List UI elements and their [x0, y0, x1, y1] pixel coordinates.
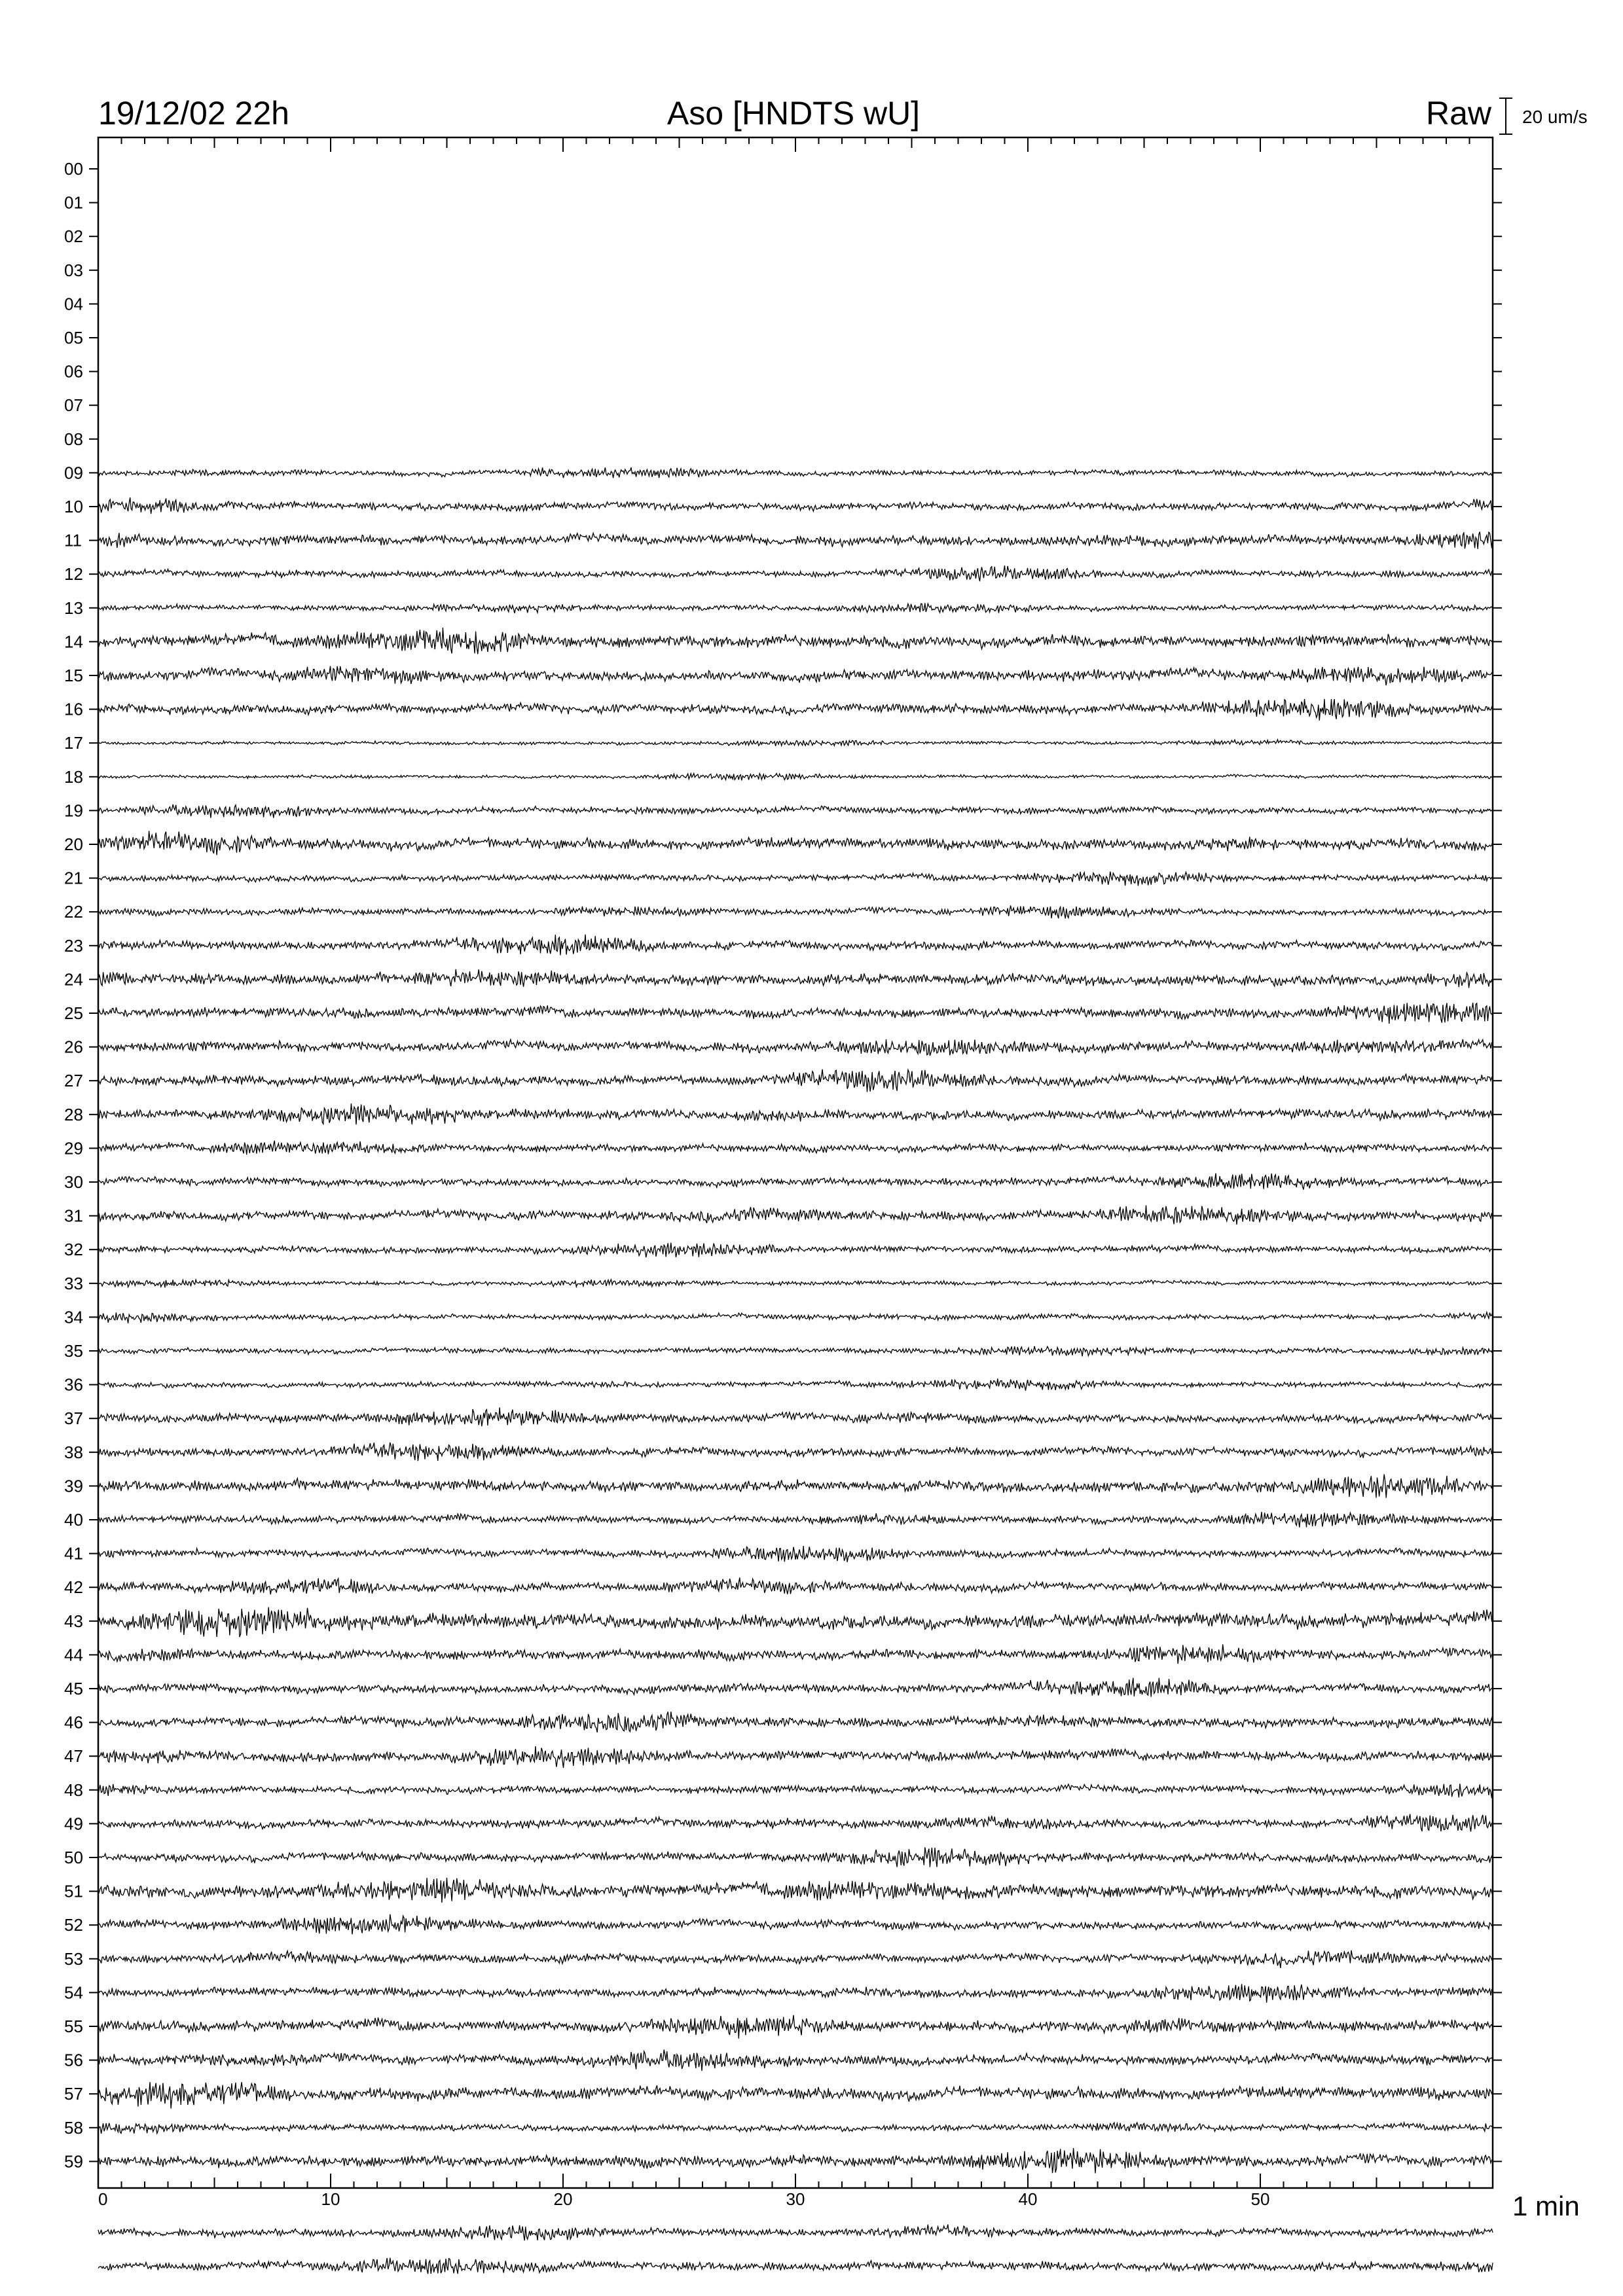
row-label: 17 [64, 733, 83, 753]
row-label: 34 [64, 1307, 83, 1327]
trace-row-29 [98, 1141, 1493, 1155]
row-label: 03 [64, 260, 83, 280]
row-label: 11 [64, 530, 82, 550]
trace-row-14 [98, 628, 1493, 655]
row-label: 33 [64, 1273, 83, 1293]
row-label: 43 [64, 1611, 83, 1631]
x-tick-label: 30 [786, 2189, 805, 2209]
row-label: 13 [64, 598, 83, 618]
row-label: 02 [64, 226, 83, 247]
trace-row-52 [98, 1914, 1493, 1935]
row-label: 12 [64, 564, 83, 584]
amplitude-scale-bar [1499, 98, 1512, 134]
row-label: 46 [64, 1712, 83, 1732]
row-label: 04 [64, 294, 83, 314]
trace-row-49 [98, 1814, 1493, 1832]
trace-row-41 [98, 1546, 1493, 1562]
trace-row-22 [98, 906, 1493, 919]
station-title: Aso [HNDTS wU] [666, 95, 921, 132]
row-label: 53 [64, 1948, 83, 1969]
x-tick-label: 10 [321, 2189, 340, 2209]
row-label: 51 [64, 1881, 83, 1901]
trace-row-54 [98, 1984, 1493, 2003]
trace-row-51 [98, 1878, 1493, 1903]
row-label: 22 [64, 902, 83, 922]
row-label: 31 [64, 1206, 83, 1226]
trace-row-42 [98, 1577, 1493, 1594]
trace-row-17 [98, 740, 1493, 746]
row-label: 29 [64, 1138, 83, 1158]
row-label: 07 [64, 395, 83, 416]
row-label: 59 [64, 2151, 83, 2172]
row-label: 08 [64, 429, 83, 449]
row-label: 41 [64, 1543, 83, 1564]
row-label: 54 [64, 1982, 83, 2003]
row-label: 47 [64, 1746, 83, 1767]
row-label: 49 [64, 1814, 83, 1834]
trace-row-38 [98, 1443, 1493, 1461]
row-label: 18 [64, 766, 83, 787]
trace-row-24 [98, 969, 1493, 988]
row-label: 14 [64, 632, 83, 652]
trace-row-59 [98, 2148, 1493, 2173]
trace-row-23 [98, 935, 1493, 956]
row-label: 06 [64, 361, 83, 382]
trace-row-18 [98, 774, 1493, 781]
trace-row-11 [98, 532, 1493, 549]
row-label: 26 [64, 1037, 83, 1057]
x-tick-label: 50 [1250, 2189, 1270, 2209]
mode-label: Raw [1425, 95, 1491, 132]
trace-row-20 [98, 831, 1493, 855]
trace-row-48 [98, 1784, 1493, 1798]
x-tick-label: 40 [1018, 2189, 1038, 2209]
trace-row-37 [98, 1407, 1493, 1426]
row-label: 01 [64, 192, 83, 213]
trace-layer [98, 467, 1493, 2274]
row-label: 52 [64, 1915, 83, 1935]
trace-row-16 [98, 699, 1493, 721]
trace-row-10 [98, 497, 1493, 514]
amplitude-scale-label: 20 um/s [1522, 107, 1588, 127]
trace-row-34 [98, 1312, 1493, 1323]
date-hour-label: 19/12/02 22h [98, 95, 289, 132]
row-label: 39 [64, 1476, 83, 1496]
trace-row-27 [98, 1069, 1493, 1092]
trace-row-19 [98, 804, 1493, 818]
plot-frame [98, 137, 1493, 2188]
trace-row-21 [98, 872, 1493, 886]
trace-row-46 [98, 1712, 1493, 1732]
trace-row-25 [98, 1003, 1493, 1024]
row-label: 40 [64, 1510, 83, 1530]
trace-row-40 [98, 1512, 1493, 1528]
row-label: 57 [64, 2084, 83, 2104]
trace-row-53 [98, 1950, 1493, 1968]
trace-row-26 [98, 1039, 1493, 1056]
trace-row-35 [98, 1346, 1493, 1357]
row-label: 37 [64, 1408, 83, 1429]
row-label: 05 [64, 328, 83, 348]
trace-row-44 [98, 1644, 1493, 1664]
row-label: 58 [64, 2117, 83, 2138]
row-label: 55 [64, 2017, 83, 2036]
trace-row-47 [98, 1746, 1493, 1768]
row-label: 15 [64, 666, 83, 685]
trace-row-30 [98, 1174, 1493, 1190]
row-label: 10 [64, 497, 83, 516]
row-label: 20 [64, 834, 83, 854]
trace-extra-1 [98, 2225, 1493, 2241]
row-label: 19 [64, 800, 83, 821]
row-label: 25 [64, 1003, 83, 1023]
x-unit-label: 1 min [1512, 2191, 1580, 2221]
tick-layer [89, 137, 1502, 2188]
trace-row-58 [98, 2123, 1493, 2134]
row-label: 28 [64, 1104, 83, 1124]
row-label: 50 [64, 1848, 83, 1867]
row-label: 30 [64, 1172, 83, 1192]
trace-row-50 [98, 1847, 1493, 1867]
row-label: 24 [64, 969, 83, 990]
trace-row-56 [98, 2050, 1493, 2072]
trace-row-28 [98, 1103, 1493, 1124]
row-label: 45 [64, 1679, 83, 1698]
trace-row-57 [98, 2082, 1493, 2109]
trace-row-15 [98, 666, 1493, 685]
trace-row-13 [98, 603, 1493, 613]
trace-row-43 [98, 1607, 1493, 1638]
trace-row-39 [98, 1475, 1493, 1498]
trace-extra-2 [98, 2258, 1493, 2274]
row-label: 09 [64, 463, 83, 483]
trace-row-12 [98, 565, 1493, 581]
row-label: 56 [64, 2050, 83, 2070]
row-label: 21 [64, 868, 83, 888]
x-tick-label: 20 [553, 2189, 573, 2209]
row-label: 38 [64, 1442, 83, 1462]
row-label: 48 [64, 1780, 83, 1800]
trace-row-31 [98, 1206, 1493, 1225]
trace-row-36 [98, 1378, 1493, 1391]
row-label: 16 [64, 699, 83, 719]
row-label: 27 [64, 1071, 83, 1091]
trace-row-09 [98, 467, 1493, 478]
row-label: 36 [64, 1374, 83, 1395]
row-label: 44 [64, 1645, 83, 1665]
trace-row-33 [98, 1280, 1493, 1287]
trace-row-45 [98, 1678, 1493, 1697]
x-tick-label: 0 [98, 2189, 108, 2209]
row-label: 23 [64, 935, 83, 956]
row-label: 32 [64, 1240, 83, 1260]
row-label: 35 [64, 1341, 83, 1361]
row-label: 00 [64, 159, 83, 179]
row-label: 42 [64, 1577, 83, 1598]
trace-row-55 [98, 2015, 1493, 2039]
trace-row-32 [98, 1243, 1493, 1257]
